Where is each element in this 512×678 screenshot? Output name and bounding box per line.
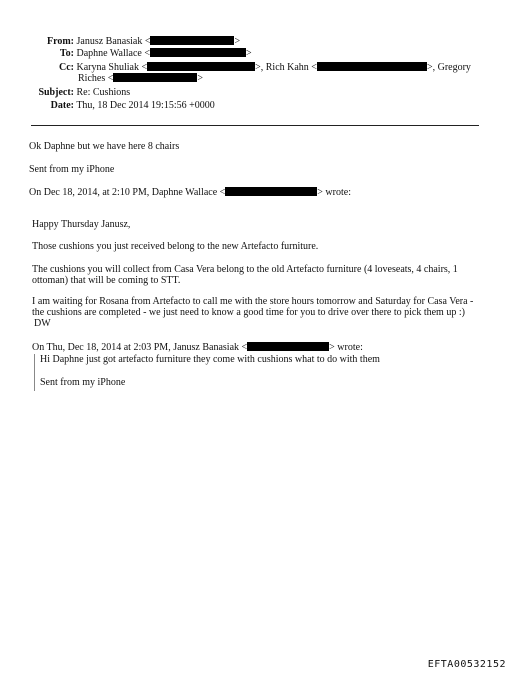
- redaction-box: [225, 187, 317, 196]
- redaction-box: [247, 342, 329, 351]
- header-divider: [31, 125, 479, 126]
- body-signature: Sent from my iPhone: [29, 164, 115, 175]
- paragraph-3-line-2: the cushions are completed - we just need to know a good time for you to drive over there to pick them up :): [32, 307, 465, 318]
- paragraph-1: Those cushions you just received belong to the new Artefacto furniture.: [32, 241, 319, 252]
- cc-label: Cc:: [59, 62, 74, 73]
- quote-2-suffix: > wrote:: [329, 342, 363, 353]
- redaction-box: [113, 73, 197, 82]
- quote-bar: [34, 354, 35, 391]
- quoted-line-2: Sent from my iPhone: [40, 377, 126, 388]
- from-value: Janusz Banasiak <: [76, 36, 151, 47]
- subject-row: [24, 87, 130, 98]
- subject-label: Subject:: [38, 87, 74, 98]
- to-close: >: [246, 48, 252, 59]
- cc-row-continued: [78, 73, 203, 84]
- cc-value-2: >, Rich Kahn <: [255, 62, 317, 73]
- cc-row: [24, 62, 471, 73]
- date-value: Thu, 18 Dec 2014 19:15:56 +0000: [76, 100, 215, 111]
- quoted-line-1: Hi Daphne just got artefacto furniture they come with cushions what to do with them: [40, 354, 380, 365]
- quote-1-prefix: On Dec 18, 2014, at 2:10 PM, Daphne Wallace <: [29, 187, 226, 198]
- paragraph-3-initials: DW: [34, 318, 51, 329]
- paragraph-2-line-2: ottoman) that will be coming to STT.: [32, 275, 181, 286]
- redaction-box: [150, 48, 246, 57]
- date-label: Date:: [50, 100, 74, 111]
- redaction-box: [317, 62, 427, 71]
- document-id: EFTA00532152: [427, 659, 506, 670]
- to-value: Daphne Wallace <: [76, 48, 151, 59]
- quote-header-1: [29, 187, 351, 198]
- date-row: [24, 100, 215, 111]
- from-row: [24, 36, 240, 47]
- cc-value-3: >, Gregory: [426, 62, 471, 73]
- quote-header-2: [32, 342, 363, 353]
- paragraph-2-line-1: The cushions you will collect from Casa Vera belong to the old Artefacto furniture (4 loveseats, 4 chairs, 1: [32, 264, 458, 275]
- to-label: To:: [59, 48, 74, 59]
- quote-1-suffix: > wrote:: [317, 187, 351, 198]
- redaction-box: [150, 36, 234, 45]
- subject-value: Re: Cushions: [76, 87, 131, 98]
- from-close: >: [234, 36, 241, 47]
- quote-2-prefix: On Thu, Dec 18, 2014 at 2:03 PM, Janusz Banasiak <: [32, 342, 248, 353]
- cc-value-4: Riches <: [78, 73, 114, 84]
- from-label: From:: [46, 36, 74, 47]
- paragraph-3-line-1: I am waiting for Rosana from Artefacto to call me with the store hours tomorrow and Saturday for Casa Vera -: [32, 296, 474, 307]
- greeting: Happy Thursday Janusz,: [32, 219, 131, 230]
- redaction-box: [147, 62, 255, 71]
- cc-value-1: Karyna Shuliak <: [76, 62, 148, 73]
- body-line-1: Ok Daphne but we have here 8 chairs: [29, 141, 180, 152]
- cc-close: >: [197, 73, 203, 84]
- to-row: [24, 48, 252, 59]
